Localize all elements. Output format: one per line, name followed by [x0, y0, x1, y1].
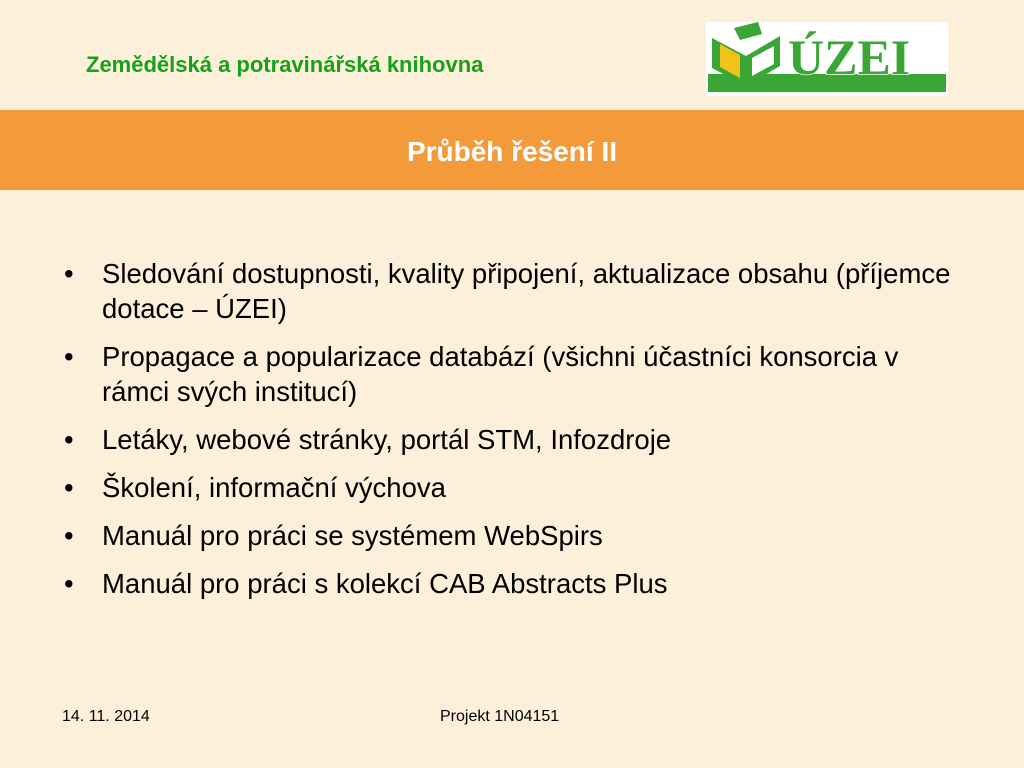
bullet-icon: • — [64, 472, 74, 503]
list-item — [62, 339, 962, 409]
bullet-list — [62, 256, 962, 614]
bullet-icon: • — [64, 424, 74, 455]
footer-date: 14. 11. 2014 — [62, 708, 150, 725]
bullet-text: Manuál pro práci s kolekcí CAB Abstracts Plus — [102, 568, 668, 599]
list-item — [62, 256, 962, 326]
uzei-logo — [706, 22, 948, 96]
org-name: Zemědělská a potravinářská knihovna — [86, 52, 484, 77]
bullet-icon: • — [64, 568, 74, 599]
bullet-text: Školení, informační výchova — [102, 472, 446, 503]
list-item — [62, 422, 962, 457]
logo-text: ÚZEI — [788, 29, 911, 85]
list-item — [62, 470, 962, 505]
bullet-text: Letáky, webové stránky, portál STM, Infozdroje — [102, 424, 672, 455]
slide-title: Průběh řešení II — [406, 136, 618, 167]
bullet-text: Manuál pro práci se systémem WebSpirs — [102, 520, 603, 551]
list-item — [62, 518, 962, 553]
bullet-text: Propagace a popularizace databází (všichni účastníci konsorcia v rámci svých institucí) — [102, 341, 899, 407]
bullet-icon: • — [64, 258, 74, 289]
footer-project: Projekt 1N04151 — [440, 708, 560, 725]
bullet-icon: • — [64, 341, 74, 372]
bullet-text: Sledování dostupnosti, kvality připojení, aktualizace obsahu (příjemce dotace – ÚZEI) — [102, 258, 951, 324]
bullet-icon: • — [64, 520, 74, 551]
list-item — [62, 566, 962, 601]
